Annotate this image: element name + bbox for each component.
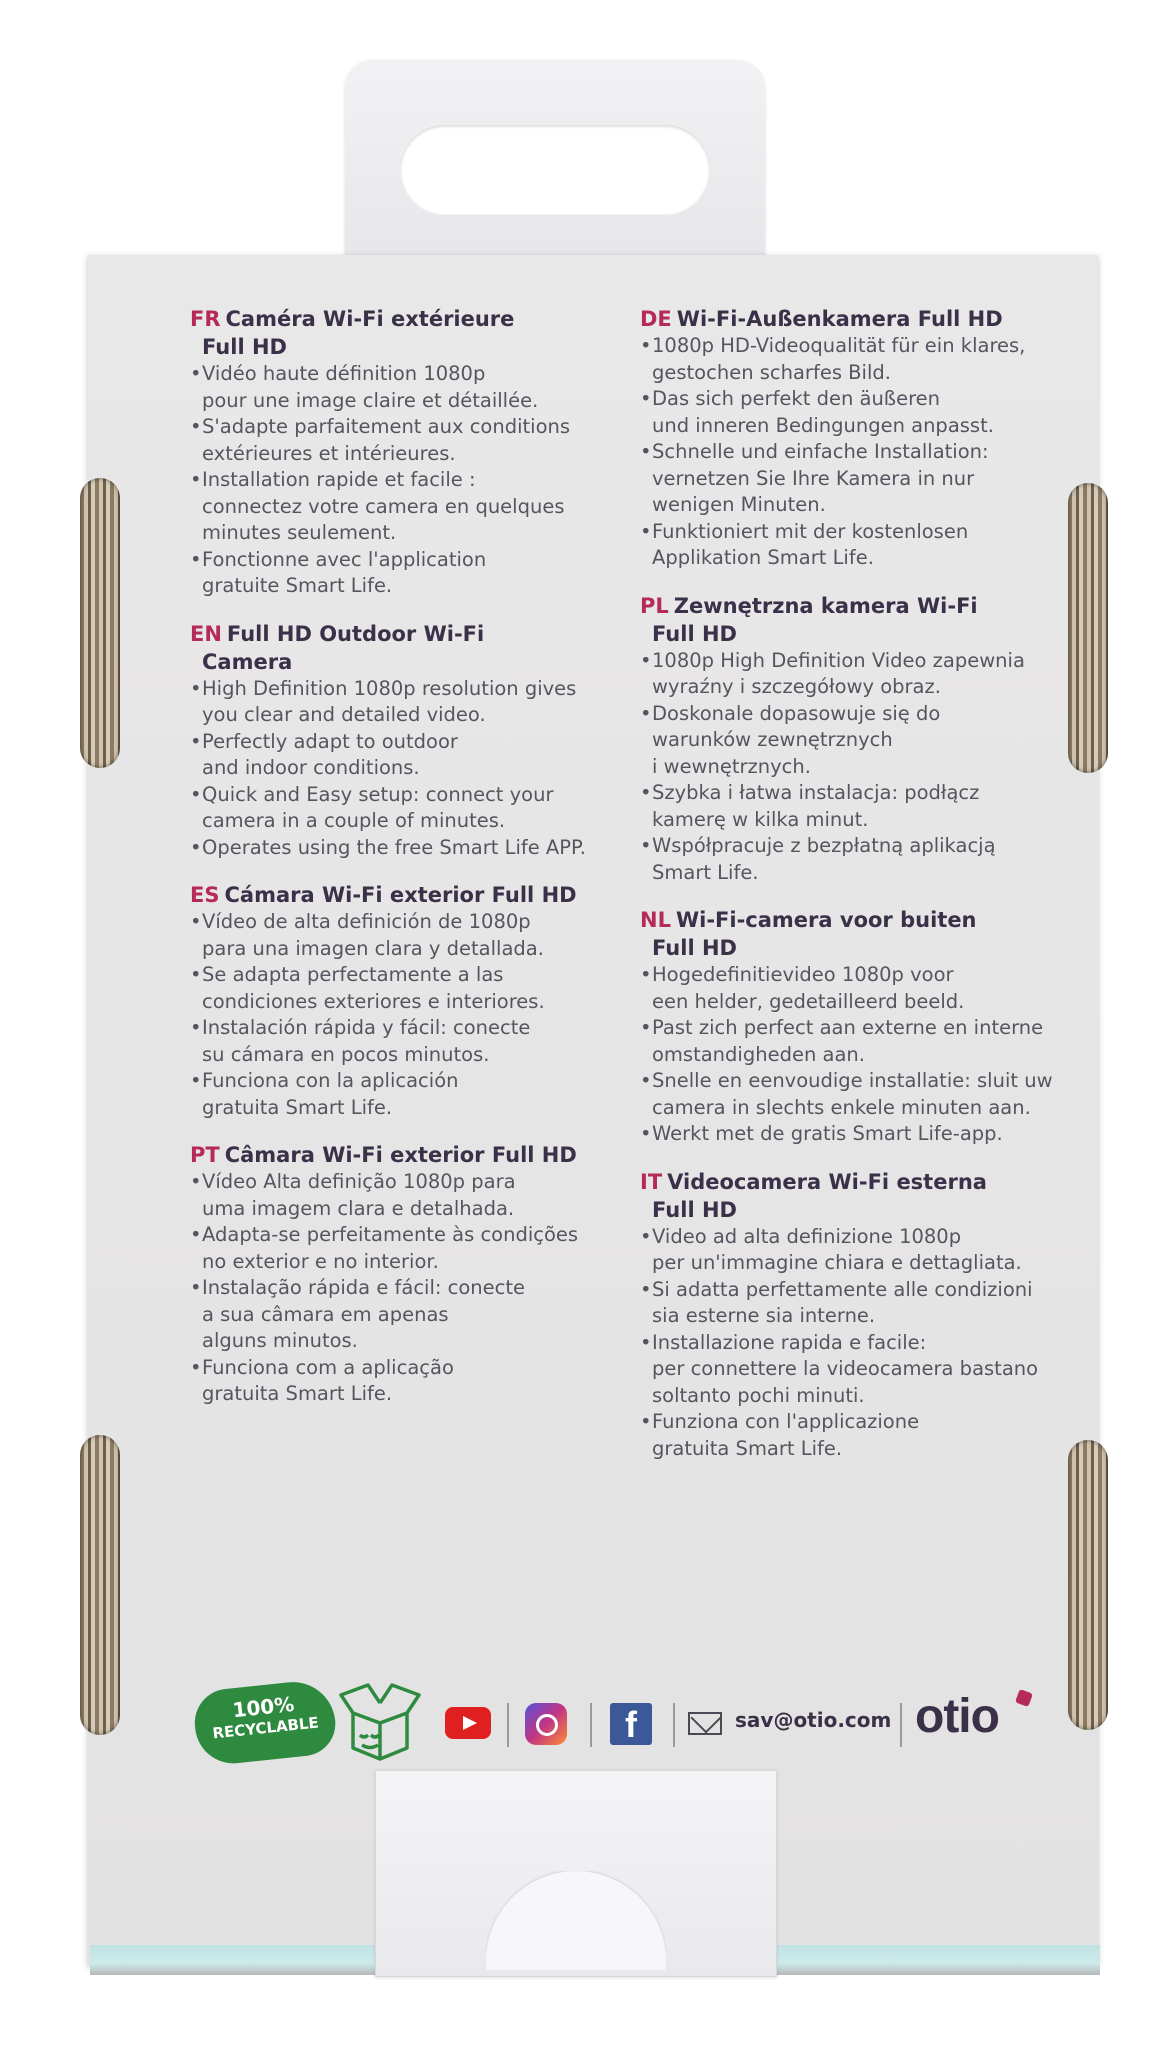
- section-es: [190, 881, 630, 1121]
- section-title: Full HD: [202, 335, 287, 359]
- list-item: [190, 1355, 630, 1408]
- list-item: [190, 361, 630, 414]
- list-item: [640, 1121, 1060, 1148]
- feature-text: Smart Life.: [652, 860, 759, 884]
- list-item: [640, 1224, 1060, 1277]
- bottom-flap: [375, 1770, 777, 1977]
- feature-list: [640, 648, 1060, 887]
- feature-text: gratuita Smart Life.: [652, 1436, 843, 1460]
- feature-text: para una imagen clara y detallada.: [202, 936, 544, 960]
- feature-text: gratuita Smart Life.: [202, 1095, 393, 1119]
- otio-logo: otio: [915, 1690, 999, 1743]
- feature-text: • Installation rapide et facile :: [202, 468, 476, 491]
- feature-text: • Instalação rápida e fácil: conecte: [202, 1276, 526, 1299]
- feature-text: uma imagem clara e detalhada.: [202, 1196, 515, 1220]
- hang-hole: [400, 125, 710, 215]
- feature-text: • Funciona con la aplicación: [202, 1069, 459, 1092]
- feature-text: soltanto pochi minuti.: [652, 1383, 865, 1407]
- divider: [507, 1703, 509, 1747]
- section-title: Full HD Outdoor Wi-Fi: [226, 621, 485, 646]
- list-item: [190, 676, 630, 729]
- language-code: FR: [190, 307, 221, 331]
- feature-text: • Funktioniert mit der kostenlosen: [652, 519, 969, 543]
- list-item: [190, 1015, 630, 1068]
- footer-bar: [195, 1685, 1065, 1765]
- list-item: [190, 547, 630, 600]
- list-item: [190, 835, 630, 862]
- list-item: [640, 1068, 1060, 1121]
- facebook-icon[interactable]: f: [610, 1703, 652, 1745]
- feature-text: connectez votre camera en quelques: [202, 494, 565, 518]
- list-item: [190, 909, 630, 962]
- feature-text: gratuita Smart Life.: [202, 1382, 393, 1405]
- logo-accent: [1015, 1689, 1033, 1707]
- feature-list: [640, 962, 1060, 1148]
- list-item: [640, 962, 1060, 1015]
- list-item: [640, 386, 1060, 439]
- section-heading: [190, 305, 630, 361]
- language-code: PT: [190, 1143, 220, 1167]
- feature-text: su cámara en pocos minutos.: [202, 1042, 490, 1066]
- feature-text: • Szybka i łatwa instalacja: podłącz: [652, 781, 980, 804]
- section-heading: [640, 1168, 1060, 1224]
- feature-text: • Video ad alta definizione 1080p: [652, 1224, 962, 1248]
- section-nl: [640, 906, 1060, 1148]
- language-code: NL: [640, 908, 671, 932]
- list-item: [640, 648, 1060, 701]
- feature-text: • Operates using the free Smart Life APP.: [202, 835, 586, 859]
- feature-text: und inneren Bedingungen anpasst.: [652, 413, 994, 437]
- feature-text: • 1080p HD-Videoqualität für ein klares,: [652, 334, 1026, 357]
- feature-text: omstandigheden aan.: [652, 1042, 865, 1066]
- list-item: [190, 729, 630, 782]
- feature-text: • Se adapta perfectamente a las: [202, 963, 504, 986]
- feature-text: • S'adapte parfaitement aux conditions: [202, 415, 571, 438]
- feature-text: camera in a couple of minutes.: [202, 809, 506, 832]
- language-code: IT: [640, 1169, 663, 1194]
- language-code: PL: [640, 593, 669, 618]
- language-code: EN: [190, 621, 222, 646]
- feature-text: warunków zewnętrznych: [652, 728, 893, 751]
- feature-text: • Si adatta perfettamente alle condizioni: [652, 1277, 1033, 1301]
- hang-tab: [345, 60, 765, 270]
- feature-text: • Perfectly adapt to outdoor: [202, 729, 458, 753]
- list-item: [640, 1330, 1060, 1410]
- badge-percent: 100%: [231, 1691, 296, 1723]
- recycle-badge: [191, 1678, 338, 1767]
- list-item: [190, 962, 630, 1015]
- list-item: [640, 833, 1060, 886]
- feature-text: • Współpracuje z bezpłatną aplikacją: [652, 834, 996, 857]
- section-title: Câmara Wi-Fi exterior Full HD: [224, 1143, 577, 1167]
- section-title: Caméra Wi-Fi extérieure: [225, 307, 515, 331]
- feature-text: per connettere la videocamera bastano: [652, 1357, 1039, 1380]
- feature-text: • Fonctionne avec l'application: [202, 547, 487, 571]
- list-item: [190, 1222, 630, 1275]
- feature-text: • Werkt met de gratis Smart Life-app.: [652, 1122, 1003, 1145]
- feature-list: [190, 676, 630, 862]
- support-email[interactable]: sav@otio.com: [735, 1708, 892, 1732]
- feature-text: gestochen scharfes Bild.: [652, 360, 891, 384]
- section-heading: [640, 906, 1060, 962]
- feature-list: [190, 909, 630, 1121]
- feature-text: pour une image claire et détaillée.: [202, 388, 539, 412]
- badge-label: RECYCLABLE: [211, 1713, 320, 1743]
- feature-text: • High Definition 1080p resolution gives: [202, 676, 577, 700]
- feature-list: [640, 1224, 1060, 1463]
- feature-text: and indoor conditions.: [202, 756, 420, 779]
- language-code: ES: [190, 883, 220, 907]
- section-title: Wi-Fi-camera voor buiten: [675, 908, 977, 932]
- list-item: [640, 701, 1060, 781]
- list-item: [640, 333, 1060, 386]
- feature-text: wenigen Minuten.: [652, 493, 826, 516]
- section-heading: [640, 305, 1060, 333]
- side-slot-right-bottom: [1068, 1440, 1108, 1730]
- feature-text: wyraźny i szczegółowy obraz.: [652, 675, 941, 698]
- section-title: Cámara Wi-Fi exterior Full HD: [224, 883, 577, 907]
- section-pl: [640, 592, 1060, 887]
- feature-text: een helder, gedetailleerd beeld.: [652, 989, 965, 1013]
- section-title: Full HD: [652, 621, 737, 646]
- feature-text: • Das sich perfekt den äußeren: [652, 387, 941, 410]
- feature-text: • Funziona con l'applicazione: [652, 1410, 920, 1433]
- section-title: Wi-Fi-Außenkamera Full HD: [676, 307, 1003, 331]
- feature-text: kamerę w kilka minut.: [652, 807, 869, 831]
- divider: [900, 1703, 902, 1747]
- feature-text: • Schnelle und einfache Installation:: [652, 440, 989, 463]
- feature-text: • Funciona com a aplicação: [202, 1355, 454, 1379]
- feature-text: extérieures et intérieures.: [202, 441, 456, 465]
- list-item: [640, 1015, 1060, 1068]
- section-title: Full HD: [652, 936, 737, 960]
- list-item: [190, 467, 630, 547]
- feature-list: [190, 1169, 630, 1408]
- divider: [590, 1703, 592, 1747]
- youtube-icon[interactable]: [445, 1707, 491, 1739]
- feature-text: Applikation Smart Life.: [652, 546, 874, 569]
- side-slot-left-bottom: [80, 1435, 120, 1735]
- section-title: Camera: [202, 649, 293, 674]
- list-item: [640, 780, 1060, 833]
- list-item: [190, 782, 630, 835]
- feature-text: • Hogedefinitievideo 1080p voor: [652, 963, 954, 986]
- feature-text: • Snelle en eenvoudige installatie: sluit uw: [652, 1069, 1053, 1092]
- section-heading: [190, 620, 630, 676]
- feature-text: condiciones exteriores e interiores.: [202, 989, 545, 1013]
- section-en: [190, 620, 630, 862]
- feature-text: minutes seulement.: [202, 521, 397, 544]
- side-slot-right-top: [1068, 483, 1108, 773]
- section-title: Videocamera Wi-Fi esterna: [667, 1169, 987, 1194]
- list-item: [190, 414, 630, 467]
- section-pt: [190, 1141, 630, 1408]
- side-slot-left-top: [80, 478, 120, 768]
- feature-text: • Installazione rapida e facile:: [652, 1330, 927, 1354]
- feature-text: • Quick and Easy setup: connect your: [202, 782, 554, 806]
- list-item: [640, 1409, 1060, 1462]
- list-item: [190, 1169, 630, 1222]
- feature-list: [640, 333, 1060, 572]
- mail-icon: [688, 1712, 722, 1735]
- list-item: [640, 519, 1060, 572]
- feature-text: • Vidéo haute définition 1080p: [202, 362, 486, 385]
- section-fr: [190, 305, 630, 600]
- list-item: [640, 1277, 1060, 1330]
- instagram-icon[interactable]: [525, 1703, 567, 1745]
- feature-text: you clear and detailed video.: [202, 703, 486, 726]
- feature-list: [190, 361, 630, 600]
- feature-text: no exterior e no interior.: [202, 1249, 439, 1273]
- right-column: [640, 305, 1060, 1482]
- feature-text: camera in slechts enkele minuten aan.: [652, 1095, 1031, 1119]
- list-item: [190, 1068, 630, 1121]
- feature-text: sia esterne sia interne.: [652, 1304, 876, 1327]
- feature-text: • Vídeo de alta definición de 1080p: [202, 910, 531, 933]
- section-heading: [190, 1141, 630, 1169]
- feature-text: per un'immagine chiara e dettagliata.: [652, 1251, 1022, 1274]
- left-column: [190, 305, 630, 1428]
- section-it: [640, 1168, 1060, 1463]
- language-code: DE: [640, 307, 672, 331]
- section-heading: [640, 592, 1060, 648]
- cardboard-box-icon: [335, 1673, 425, 1763]
- section-title: Zewnętrzna kamera Wi-Fi: [673, 593, 978, 618]
- divider: [673, 1703, 675, 1747]
- list-item: [640, 439, 1060, 519]
- feature-text: • 1080p High Definition Video zapewnia: [652, 648, 1025, 672]
- feature-text: • Instalación rápida y fácil: conecte: [202, 1016, 531, 1039]
- feature-text: • Doskonale dopasowuje się do: [652, 701, 941, 725]
- section-title: Full HD: [652, 1197, 737, 1222]
- feature-text: • Vídeo Alta definição 1080p para: [202, 1170, 516, 1193]
- list-item: [190, 1275, 630, 1355]
- feature-text: alguns minutos.: [202, 1329, 358, 1352]
- feature-text: gratuite Smart Life.: [202, 574, 393, 597]
- section-heading: [190, 881, 630, 909]
- feature-text: vernetzen Sie Ihre Kamera in nur: [652, 466, 975, 490]
- section-de: [640, 305, 1060, 572]
- feature-text: • Past zich perfect aan externe en interne: [652, 1016, 1044, 1039]
- feature-text: • Adapta-se perfeitamente às condições: [202, 1223, 579, 1246]
- feature-text: i wewnętrznych.: [652, 754, 811, 778]
- feature-text: a sua câmara em apenas: [202, 1302, 449, 1326]
